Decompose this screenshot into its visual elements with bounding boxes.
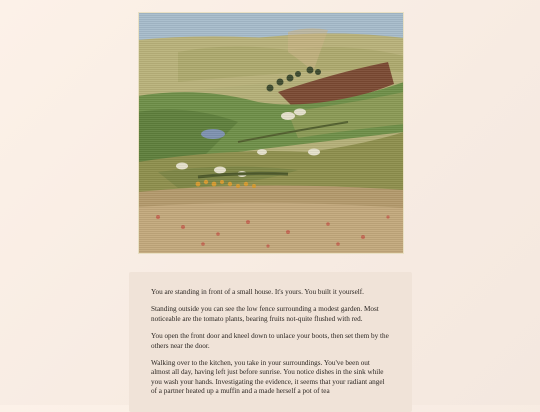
story-text-box (129, 272, 412, 412)
story-paragraph: You open the front door and kneel down to unlace your boots, then set them by the others near the door. (151, 332, 389, 350)
story-paragraph: Standing outside you can see the low fence surrounding a modest garden. Most noticeable are the tomato plants, bearing fruits not-quite flushed with red. (151, 305, 379, 323)
tapestry-artwork (138, 12, 404, 254)
story-paragraph: You are standing in front of a small house. It's yours. You built it yourself. (151, 288, 364, 296)
story-paragraph: Walking over to the kitchen, you take in your surroundings. You've been out almost all day, having left just before sunrise. You notice dishes in the sink while you wash your hands. Investigating the evidence, it seems that your radiant angel of a partner heated up a muffin and a made herself a pot of tea (151, 359, 385, 396)
tapestry-landscape-image (138, 12, 404, 254)
